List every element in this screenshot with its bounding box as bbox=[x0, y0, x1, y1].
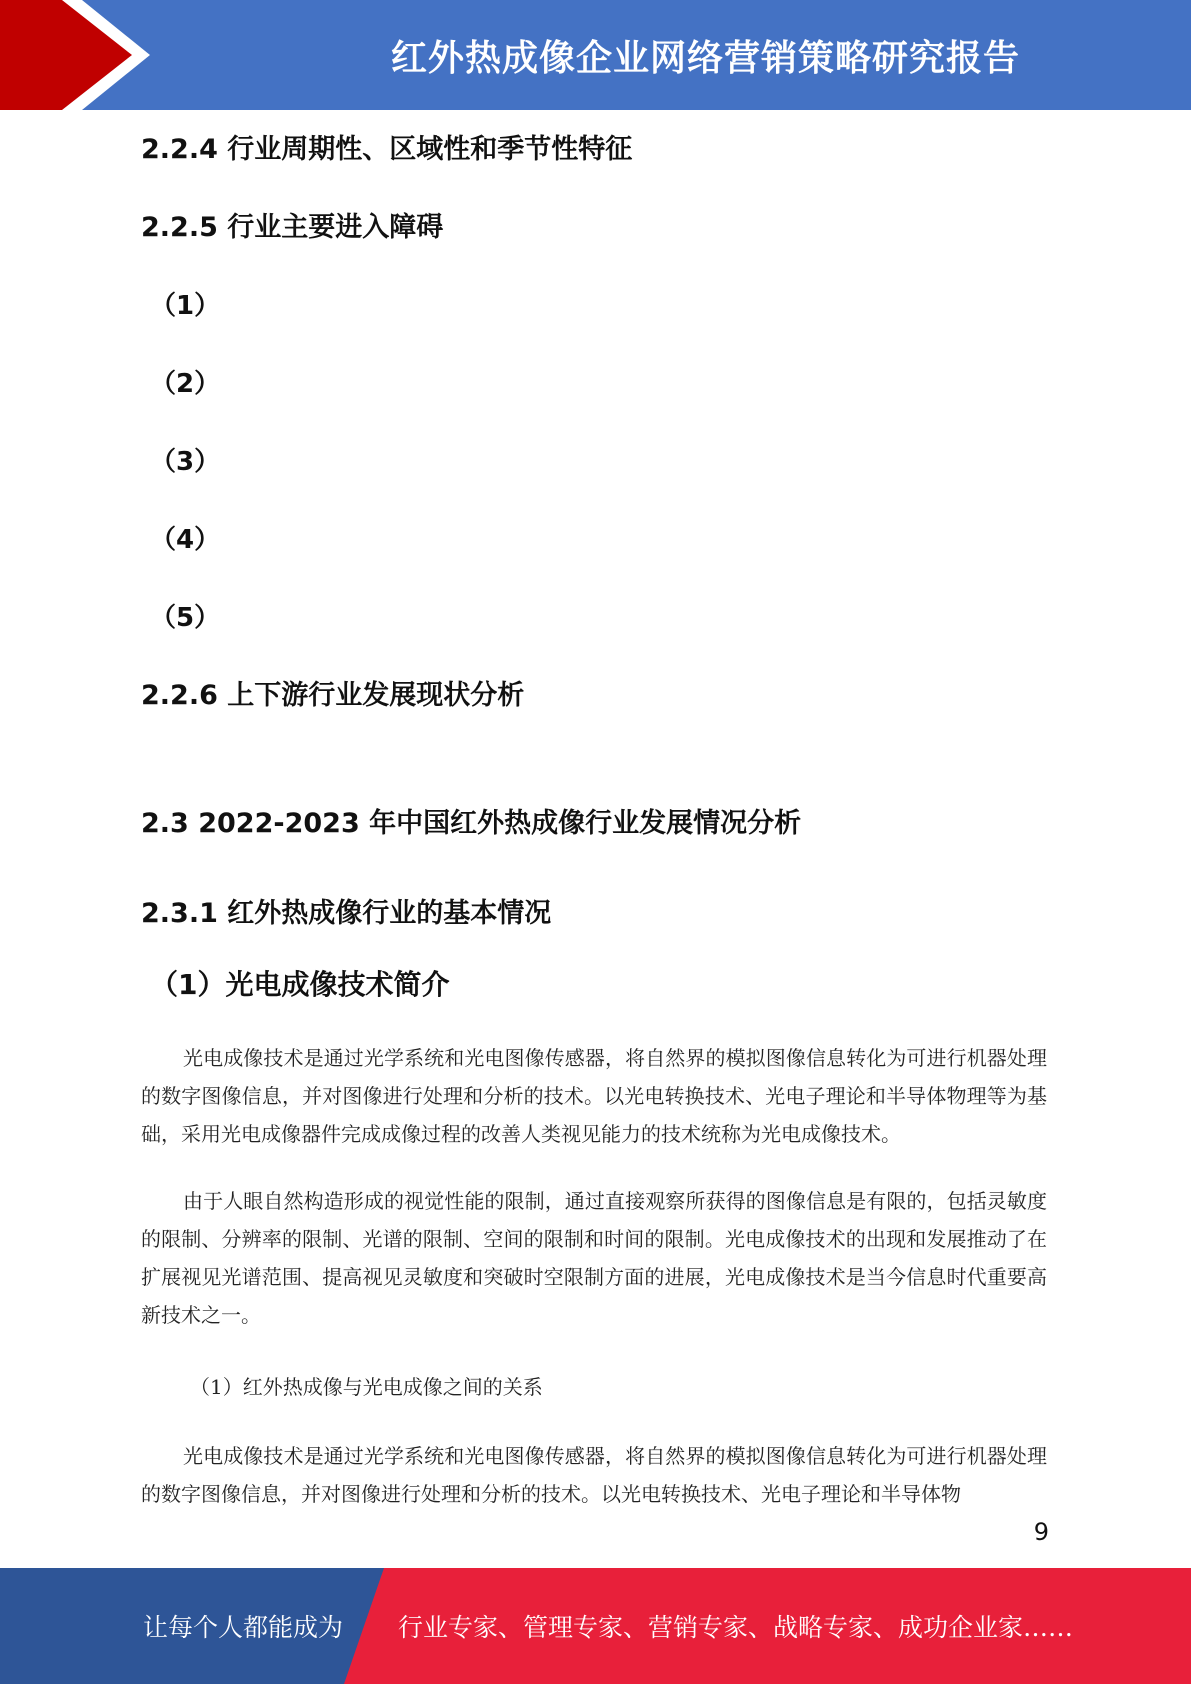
heading-2-3-1: 2.3.1 红外热成像行业的基本情况 bbox=[141, 898, 552, 929]
list-item-3: （3） bbox=[150, 447, 221, 477]
footer-slogan-left: 让每个人都能成为 bbox=[143, 1613, 344, 1642]
heading-2-2-5: 2.2.5 行业主要进入障碍 bbox=[141, 212, 444, 243]
report-title: 红外热成像企业网络营销策略研究报告 bbox=[390, 37, 1020, 79]
paragraph-2: 由于人眼自然构造形成的视觉性能的限制，通过直接观察所获得的图像信息是有限的，包括灵敏度的限制、分辨率的限制、光谱的限制、空间的限制和时间的限制。光电成像技术的出现和发展推动了在扩展视见光谱范围、提高视见灵敏度和突破时空限制方面的进展，光电成像技术是当今信息时代重要高新技术之一。 bbox=[141, 1189, 1047, 1327]
footer-banner bbox=[0, 1568, 1191, 1684]
page-number: 9 bbox=[1033, 1518, 1049, 1546]
list-item-5: （5） bbox=[150, 603, 221, 633]
list-item-1: （1） bbox=[150, 291, 221, 321]
list-item-4: （4） bbox=[150, 525, 221, 555]
paragraph-3: 光电成像技术是通过光学系统和光电图像传感器，将自然界的模拟图像信息转化为可进行机器处理的数字图像信息，并对图像进行处理和分析的技术。以光电转换技术、光电子理论和半导体物 bbox=[141, 1444, 1047, 1506]
header-banner bbox=[0, 0, 1191, 110]
heading-2-2-6: 2.2.6 上下游行业发展现状分析 bbox=[141, 680, 525, 711]
footer-slogan-right: 行业专家、管理专家、营销专家、战略专家、成功企业家…… bbox=[398, 1613, 1074, 1642]
paragraph-1: 光电成像技术是通过光学系统和光电图像传感器，将自然界的模拟图像信息转化为可进行机器处理的数字图像信息，并对图像进行处理和分析的技术。以光电转换技术、光电子理论和半导体物理等为基础，采用光电成像器件完成成像过程的改善人类视见能力的技术统称为光电成像技术。 bbox=[141, 1046, 1047, 1146]
heading-2-2-4: 2.2.4 行业周期性、区域性和季节性特征 bbox=[141, 134, 633, 165]
heading-2-3: 2.3 2022-2023 年中国红外热成像行业发展情况分析 bbox=[141, 808, 802, 839]
list-item-2: （2） bbox=[150, 369, 221, 399]
subheading-photoelectric-imaging: （1）光电成像技术简介 bbox=[150, 968, 450, 1001]
paragraph-subheading: （1）红外热成像与光电成像之间的关系 bbox=[190, 1375, 543, 1399]
